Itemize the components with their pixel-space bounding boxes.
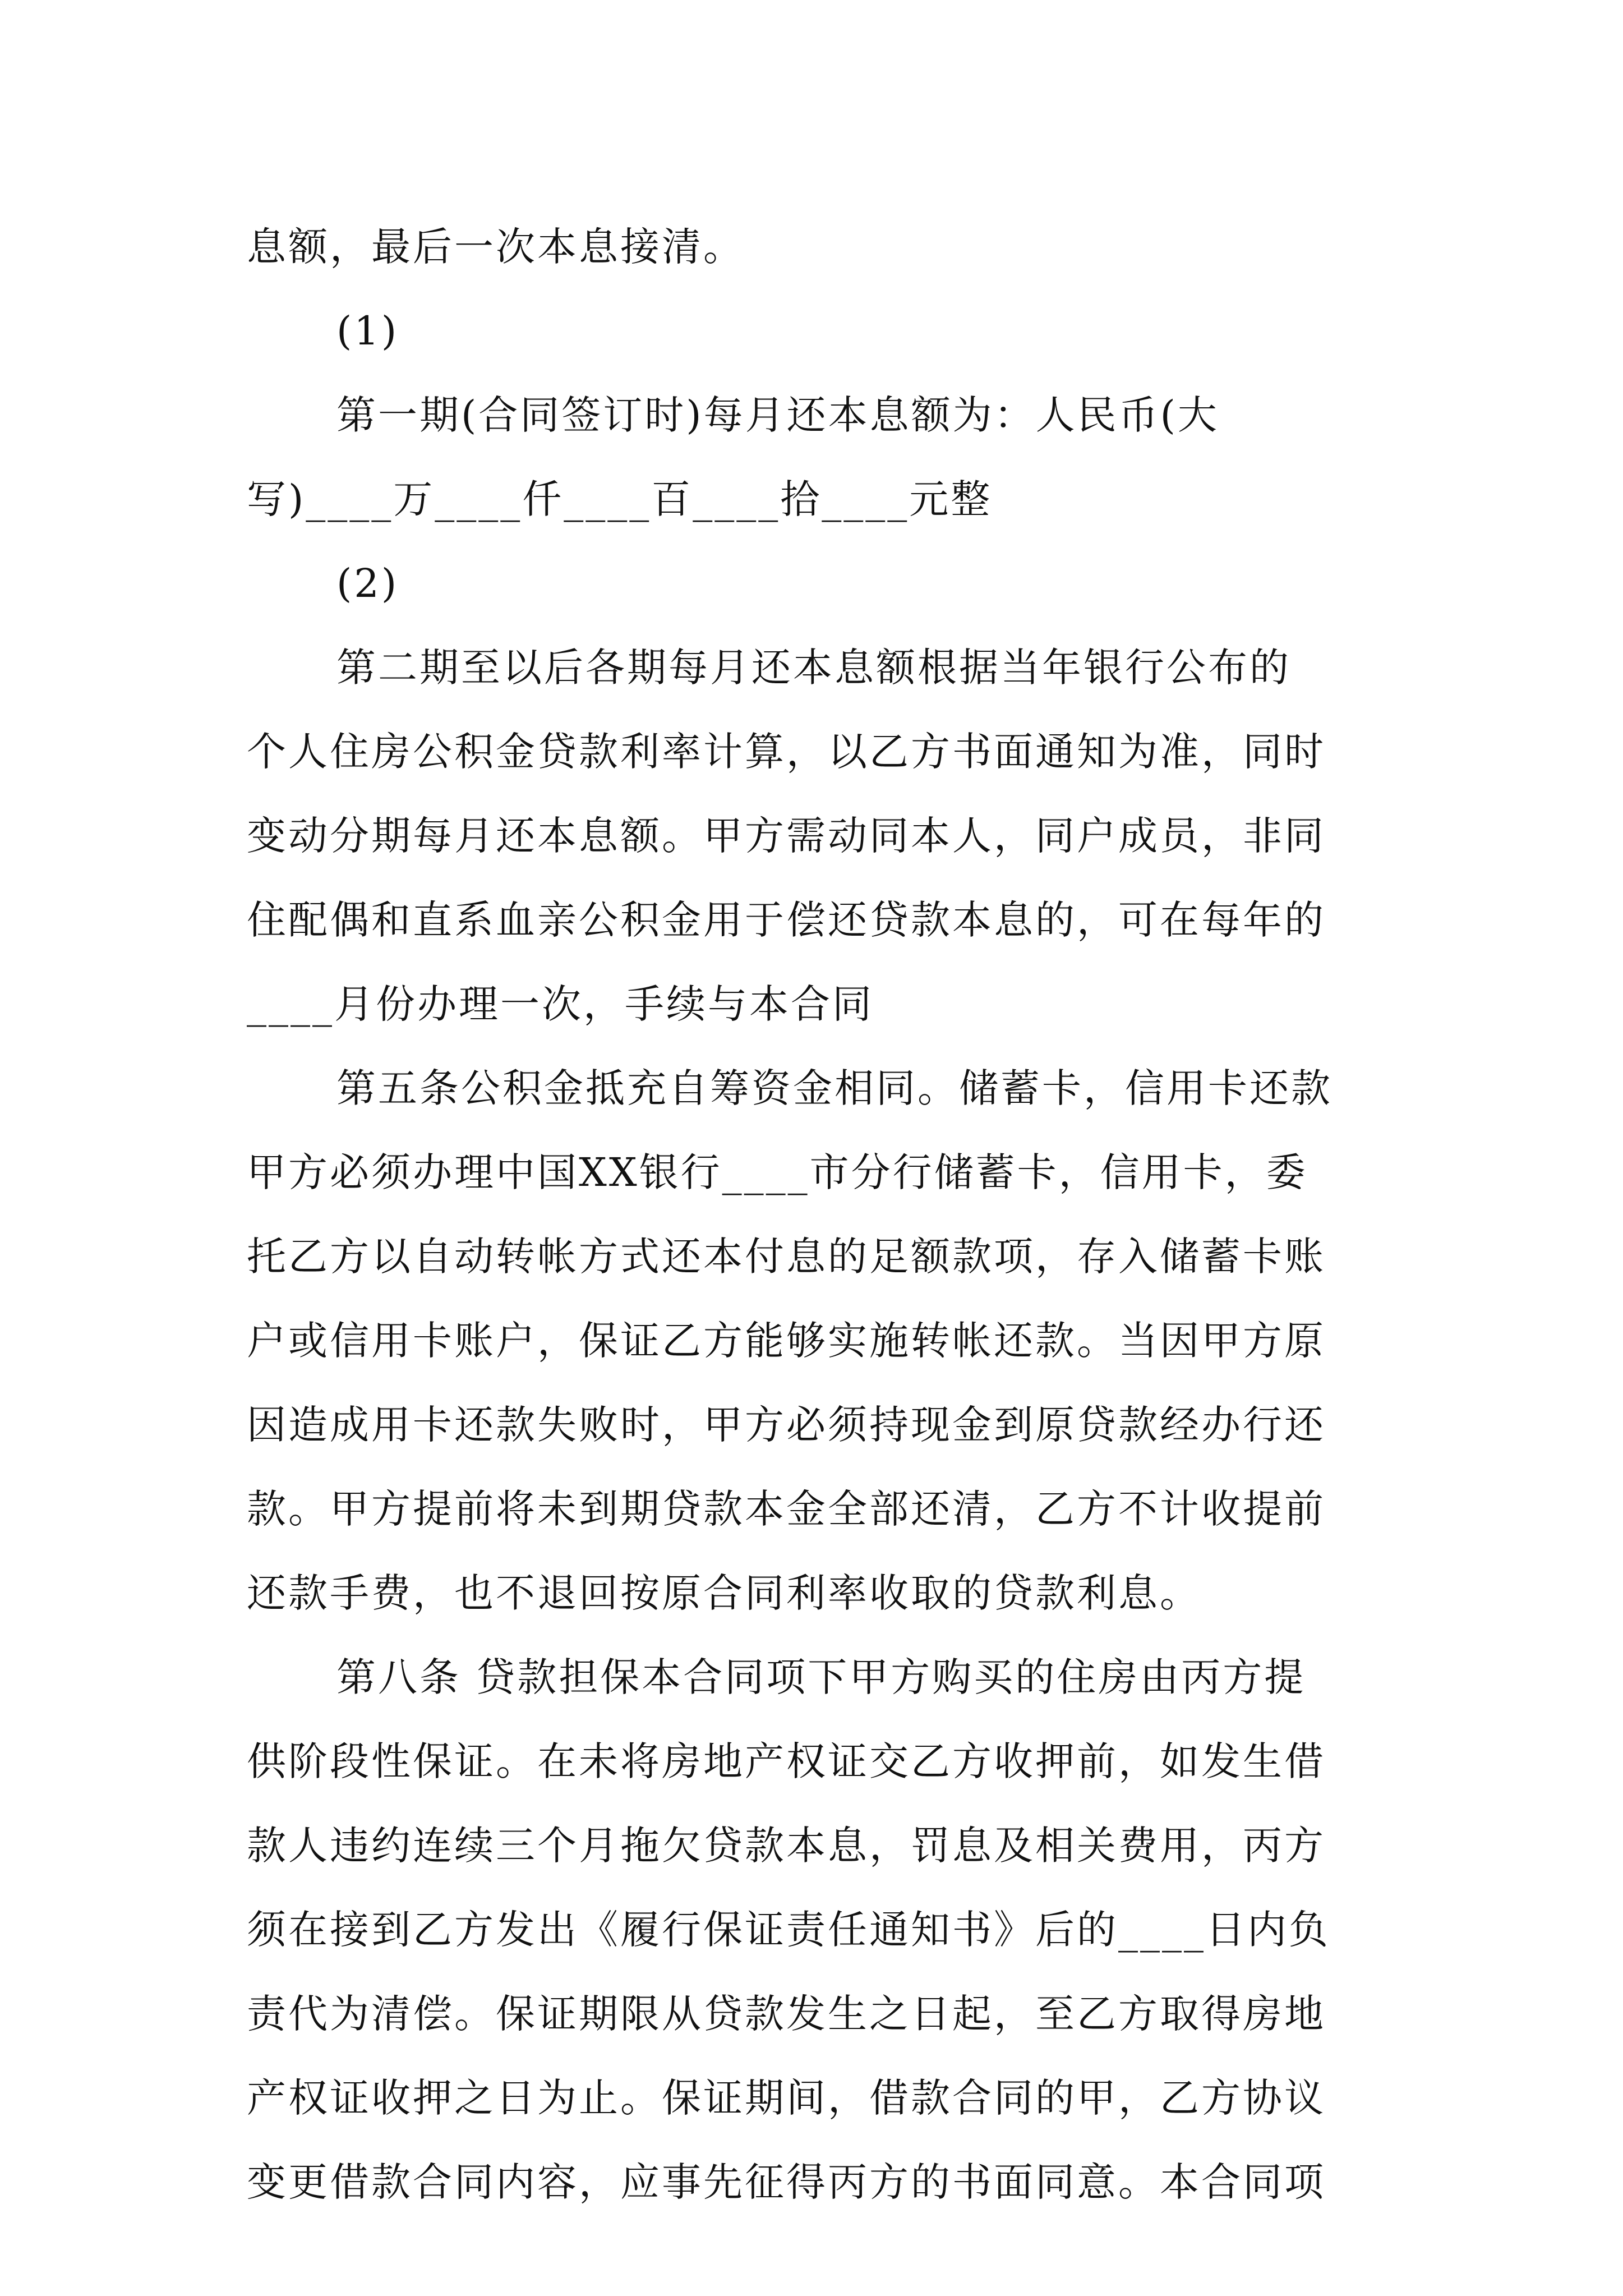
- text-line: 须在接到乙方发出《履行保证责任通知书》后的____日内负: [247, 1907, 1330, 1953]
- text-line: ____月份办理一次，手续与本合同: [247, 981, 874, 1027]
- text-line: 甲方必须办理中国XX银行____市分行储蓄卡，信用卡，委: [247, 1149, 1308, 1195]
- document-body: [247, 205, 1385, 2224]
- text-line: 第八条 贷款担保本合同项下甲方购买的住房由丙方提: [336, 1654, 1306, 1700]
- text-line: 因造成用卡还款失败时，甲方必须持现金到原贷款经办行还: [247, 1402, 1326, 1448]
- text-line: 款人违约连续三个月拖欠贷款本息，罚息及相关费用，丙方: [247, 1823, 1326, 1869]
- text-line: 产权证收押之日为止。保证期间，借款合同的甲，乙方协议: [247, 2075, 1326, 2121]
- text-line: 第一期(合同签订时)每月还本息额为：人民币(大: [336, 392, 1219, 438]
- text-line: 写)____万____仟____百____拾____元整: [247, 476, 993, 522]
- text-line: (1): [336, 308, 399, 354]
- text-line: 托乙方以自动转帐方式还本付息的足额款项，存入储蓄卡账: [247, 1234, 1326, 1280]
- text-line: (2): [336, 560, 399, 606]
- text-line: 变动分期每月还本息额。甲方需动同本人，同户成员，非同: [247, 813, 1326, 859]
- text-line: 住配偶和直系血亲公积金用于偿还贷款本息的，可在每年的: [247, 897, 1326, 943]
- text-line: 息额，最后一次本息接清。: [247, 224, 745, 270]
- text-line: 变更借款合同内容，应事先征得丙方的书面同意。本合同项: [247, 2159, 1326, 2205]
- text-line: 供阶段性保证。在未将房地产权证交乙方收押前，如发生借: [247, 1738, 1326, 1784]
- text-line: 款。甲方提前将未到期贷款本金全部还清，乙方不计收提前: [247, 1486, 1326, 1532]
- text-line: 责代为清偿。保证期限从贷款发生之日起，至乙方取得房地: [247, 1991, 1326, 2037]
- text-line: 还款手费，也不退回按原合同利率收取的贷款利息。: [247, 1570, 1201, 1616]
- text-line: 第二期至以后各期每月还本息额根据当年银行公布的: [336, 645, 1291, 691]
- text-line: 第五条公积金抵充自筹资金相同。储蓄卡，信用卡还款: [336, 1065, 1332, 1111]
- text-line: 个人住房公积金贷款利率计算，以乙方书面通知为准，同时: [247, 729, 1326, 775]
- text-line: 户或信用卡账户，保证乙方能够实施转帐还款。当因甲方原: [247, 1318, 1326, 1364]
